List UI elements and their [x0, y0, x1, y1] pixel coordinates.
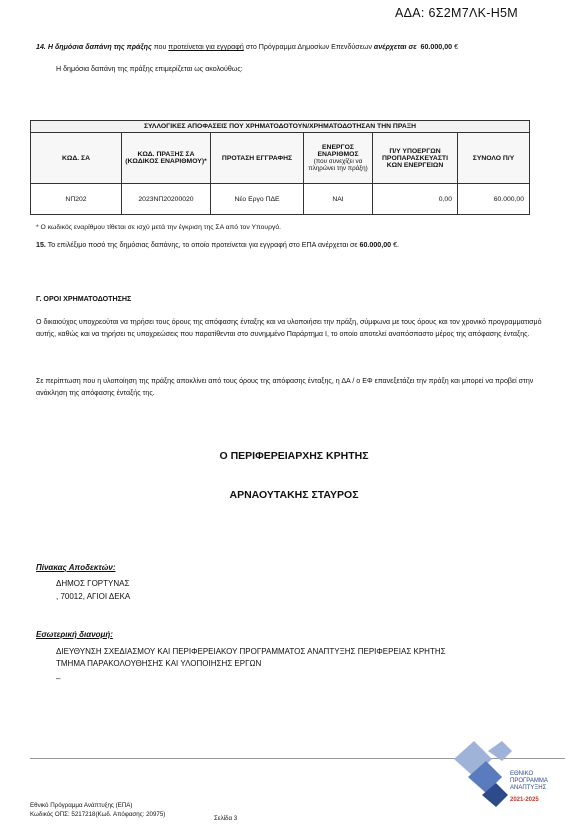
footer-line-1: Εθνικό Πρόγραμμα Ανάπτυξης (ΕΠΑ) [30, 802, 133, 809]
cell-active: ΝΑΙ [304, 184, 373, 215]
logo-line-2: ΠΡΟΓΡΑΜΜΑ [510, 778, 548, 784]
p14-t4: ανέρχεται σε [373, 43, 417, 51]
col-header-total: ΣΥΝΟΛΟ Π/Υ [458, 133, 530, 184]
section-g-heading: Γ. ΟΡΟΙ ΧΡΗΜΑΤΟΔΟΤΗΣΗΣ [36, 295, 132, 303]
p14-line2: Η δημόσια δαπάνη της πράξης επιμερίζεται ως ακολούθως: [56, 65, 243, 73]
col-header-code: ΚΩΔ. ΠΡΑΞΗΣ ΣΑ (ΚΩΔΙΚΟΣ ΕΝΑΡΙΘΜΟΥ)* [122, 133, 211, 184]
col-header-active-sub: (που συνεχίζει να πληρώνει την πράξη) [308, 158, 368, 172]
recipient-1: ΔΗΜΟΣ ΓΟΡΤΥΝΑΣ [56, 579, 130, 588]
cell-total: 60.000,00 [458, 184, 530, 215]
signer-title: Ο ΠΕΡΙΦΕΡΕΙΑΡΧΗΣ ΚΡΗΤΗΣ [219, 450, 369, 462]
p14-t2: προτείνεται για εγγραφή [168, 43, 244, 51]
p14-t3: στο Πρόγραμμα Δημοσίων Επενδύσεων [243, 43, 374, 51]
cell-proposal: Νέο Εργο ΠΔΕ [211, 184, 304, 215]
p15-end: €. [391, 241, 399, 249]
p14-lead: Η δημόσια δαπάνη της πράξης [47, 43, 152, 51]
signer-name: ΑΡΝΑΟΥΤΑΚΗΣ ΣΤΑΥΡΟΣ [229, 489, 359, 501]
recipient-2: , 70012, ΑΓΙΟΙ ΔΕΚΑ [56, 592, 131, 601]
table-row [31, 184, 530, 215]
epa-logo [452, 737, 562, 809]
internal-distribution-1: ΔΙΕΥΘΥΝΣΗ ΣΧΕΔΙΑΣΜΟΥ ΚΑΙ ΠΕΡΙΦΕΡΕΙΑΚΟΥ ΠΡΟΓΡΑΜΜΑΤΟΣ ΑΝΑΠΤΥΞΗΣ ΠΕΡΙΦΕΡΕΙΑΣ ΚΡΗΤΗΣ [56, 647, 446, 656]
logo-years: 2021-2025 [510, 797, 539, 803]
p15-amount: 60.000,00 [359, 241, 392, 249]
cell-sa: ΝΠ202 [31, 184, 122, 215]
section-g-paragraph-2: Σε περίπτωση που η υλοποίηση της πράξης αποκλίνει από τους όρους της απόφασης ένταξης, η ΔΑ / ο ΕΦ επανεξετάζει την πράξη και μπορεί να προβεί στην ανάκληση της απόφασης ένταξής της. [36, 377, 534, 397]
section-g-paragraph-1: Ο δικαιούχος υποχρεούται να τηρήσει τους όρους της απόφασης ένταξης και να υλοποιήσει την πράξη, σύμφωνα με τους όρους και τον χρονικό προγραμματισμό αυτής, καθώς και να τηρήσει τις υποχρεώσεις που παρατίθενται στο συνημμένο Παράρτημα Ι, το οποίο αποτελεί αναπόσπαστο μέρος της απόφασης ένταξης. [36, 318, 542, 338]
p14-t1: που [151, 43, 169, 51]
logo-line-3: ΑΝΑΠΤΥΞΗΣ [510, 785, 547, 791]
internal-distribution-3: – [56, 674, 61, 683]
paragraph-15 [36, 241, 399, 249]
p15-text: Το επιλέξιμο ποσό της δημόσιας δαπάνης, το οποίο προτείνεται για εγγραφή στο ΕΠΑ ανέρχεται σε [45, 241, 360, 249]
col-header-active-label: ΕΝΕΡΓΟΣ ΕΝΑΡΙΘΜΟΣ [317, 144, 359, 158]
col-header-sa: ΚΩΔ. ΣΑ [31, 133, 122, 184]
cell-code: 2023ΝΠ20200020 [122, 184, 211, 215]
p14-amount: 60.000,00 [420, 43, 453, 51]
cell-subprojects: 0,00 [373, 184, 458, 215]
p14-currency: € [454, 43, 459, 51]
col-header-proposal: ΠΡΟΤΑΣΗ ΕΓΓΡΑΦΗΣ [211, 133, 304, 184]
funding-table [30, 120, 530, 215]
table-header-row [31, 133, 530, 184]
recipients-label: Πίνακας Αποδεκτών: [36, 563, 116, 572]
logo-line-1: ΕΘΝΙΚΟ [510, 771, 534, 777]
epa-logo-icon [452, 737, 562, 809]
col-header-active [304, 133, 373, 184]
page-number: Σελίδα 3 [214, 815, 238, 822]
col-header-subprojects: Π/Υ ΥΠΟΕΡΓΩΝ ΠΡΟΠΑΡΑΣΚΕΥΑΣΤΙ ΚΩΝ ΕΝΕΡΓΕΙΩΝ [373, 133, 458, 184]
ada-code: ΑΔΑ: 6Σ2Μ7ΛΚ-Η5Μ [394, 6, 518, 20]
table-footnote: * Ο κωδικός εναρίθμου τίθεται σε ισχύ μετά την έγκριση της ΣΑ από τον Υπουργό. [36, 224, 282, 231]
p14-number: 14. [36, 43, 46, 51]
table-title: ΣΥΛΛΟΓΙΚΕΣ ΑΠΟΦΑΣΕΙΣ ΠΟΥ ΧΡΗΜΑΤΟΔΟΤΟΥΝ/ΧΡΗΜΑΤΟΔΟΤΗΣΑΝ ΤΗΝ ΠΡΑΞΗ [31, 121, 530, 133]
footer-info [30, 802, 165, 819]
internal-distribution-label: Εσωτερική διανομή: [36, 630, 113, 639]
p15-number: 15. [36, 241, 46, 249]
paragraph-14 [36, 43, 458, 51]
internal-distribution-2: ΤΜΗΜΑ ΠΑΡΑΚΟΛΟΥΘΗΣΗΣ ΚΑΙ ΥΛΟΠΟΙΗΣΗΣ ΕΡΓΩΝ [56, 659, 262, 668]
footer-line-2: Κωδικός ΟΠΣ: 5217218(Κωδ. Απόφασης: 20975) [30, 810, 166, 818]
